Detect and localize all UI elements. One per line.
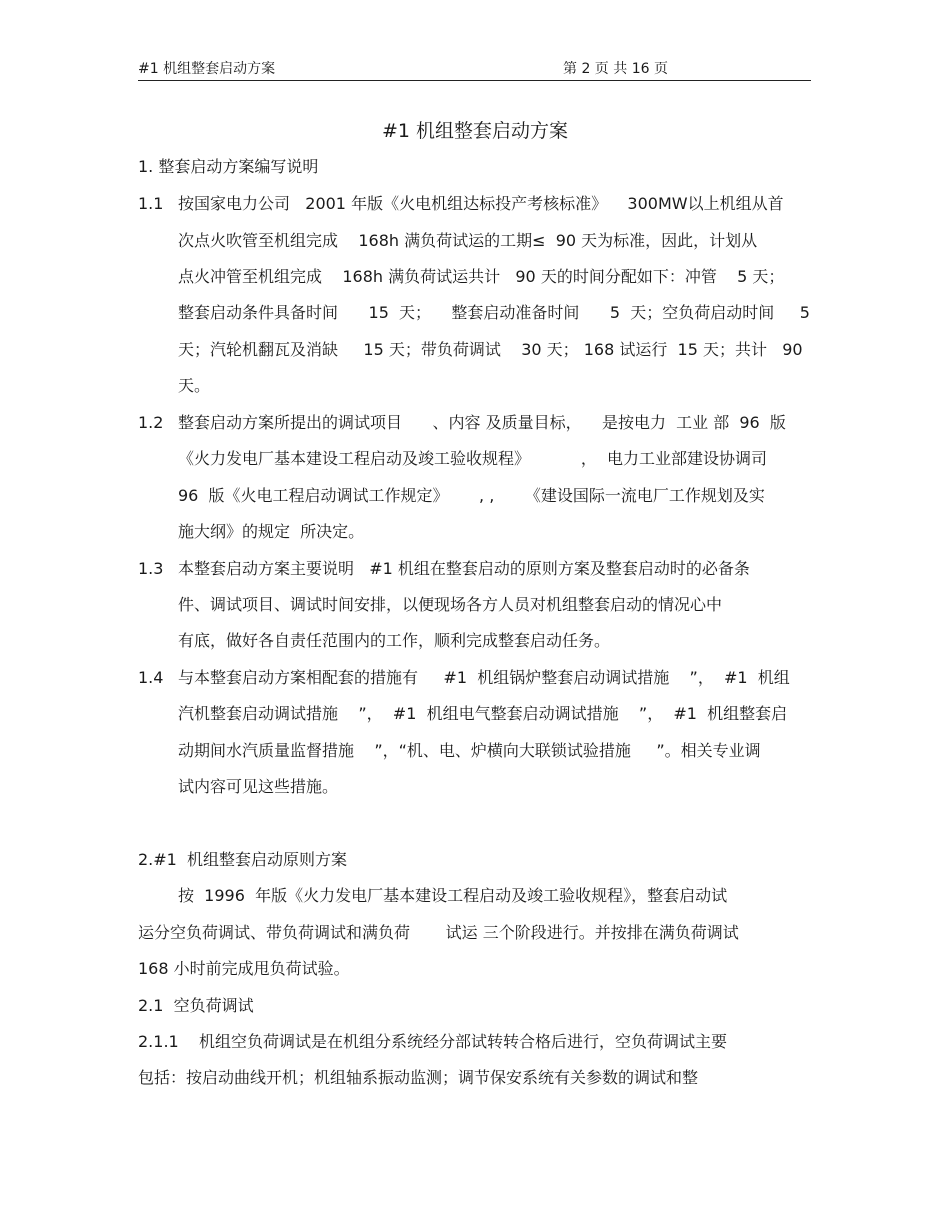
paragraph-line: 整套启动条件具备时间 15 天； 整套启动准备时间 5 天；空负荷启动时间 5	[178, 303, 810, 322]
paragraph-line: 试内容可见这些措施。	[178, 777, 339, 796]
paragraph-line: 1.4 与本整套启动方案相配套的措施有 #1 机组锅炉整套启动调试措施 ”， #1 机组	[138, 666, 790, 690]
paragraph-line: 施大纲》的规定 所决定。	[178, 522, 365, 541]
paragraph-line: 包括：按启动曲线开机；机组轴系振动监测；调节保安系统有关参数的调试和整	[138, 1068, 699, 1087]
paragraph-line: 件、调试项目、调试时间安排，以便现场各方人员对机组整套启动的情况心中	[178, 595, 723, 614]
paragraph-line: 2.1.1 机组空负荷调试是在机组分系统经分部试转转合格后进行，空负荷调试主要	[138, 1032, 728, 1051]
item-number: 1.1	[138, 194, 164, 213]
paragraph-line: 168 小时前完成甩负荷试验。	[138, 959, 350, 978]
header-doc-title: #1 机组整套启动方案	[138, 61, 276, 77]
paragraph-line: 运分空负荷调试、带负荷调试和满负荷 试运 三个阶段进行。并按排在满负荷调试	[138, 923, 739, 942]
paragraph-line: 《火力发电厂基本建设工程启动及竣工验收规程》 ， 电力工业部建设协调司	[178, 449, 768, 468]
paragraph-line: 次点火吹管至机组完成 168h 满负荷试运的工期≤ 90 天为标准，因此，计划从	[178, 231, 758, 250]
item-number: 1.4	[138, 668, 164, 687]
section-heading-1: 1. 整套启动方案编写说明	[138, 157, 319, 176]
paragraph-line: 1.2 整套启动方案所提出的调试项目 、内容 及质量目标， 是按电力 工业 部 96 版	[138, 411, 786, 435]
paragraph-line: 1.1 按国家电力公司 2001 年版《火电机组达标投产考核标准》 300MW以上机组从首	[138, 192, 784, 216]
paragraph-line: 汽机整套启动调试措施 ”， #1 机组电气整套启动调试措施 ”， #1 机组整套启	[178, 704, 788, 723]
item-number: 1.3	[138, 559, 164, 578]
page-header	[138, 58, 811, 81]
paragraph-line: 按 1996 年版《火力发电厂基本建设工程启动及竣工验收规程》，整套启动试	[178, 886, 728, 905]
subsection-heading: 2.1 空负荷调试	[138, 996, 254, 1015]
paragraph-line: 天；汽轮机翻瓦及消缺 15 天；带负荷调试 30 天； 168 试运行 15 天；共计 90	[178, 340, 803, 359]
header-page-number: 第 2 页 共 16 页	[563, 61, 668, 77]
section-heading-2: 2.#1 机组整套启动原则方案	[138, 850, 348, 869]
paragraph-line: 有底，做好各自责任范围内的工作，顺利完成整套启动任务。	[178, 631, 611, 650]
document-title: #1 机组整套启动方案	[381, 120, 569, 142]
item-number: 1.2	[138, 413, 164, 432]
paragraph-line: 96 版《火电工程启动调试工作规定》 , , 《建设国际一流电厂工作规划及实	[178, 486, 765, 505]
paragraph-line: 1.3 本整套启动方案主要说明 #1 机组在整套启动的原则方案及整套启动时的必备条	[138, 557, 750, 581]
paragraph-line: 点火冲管至机组完成 168h 满负荷试运共计 90 天的时间分配如下：冲管 5 天；	[178, 267, 785, 286]
paragraph-line: 天。	[178, 376, 211, 395]
paragraph-line: 动期间水汽质量监督措施 ”，“机、电、炉横向大联锁试验措施 ”。相关专业调	[178, 741, 761, 760]
